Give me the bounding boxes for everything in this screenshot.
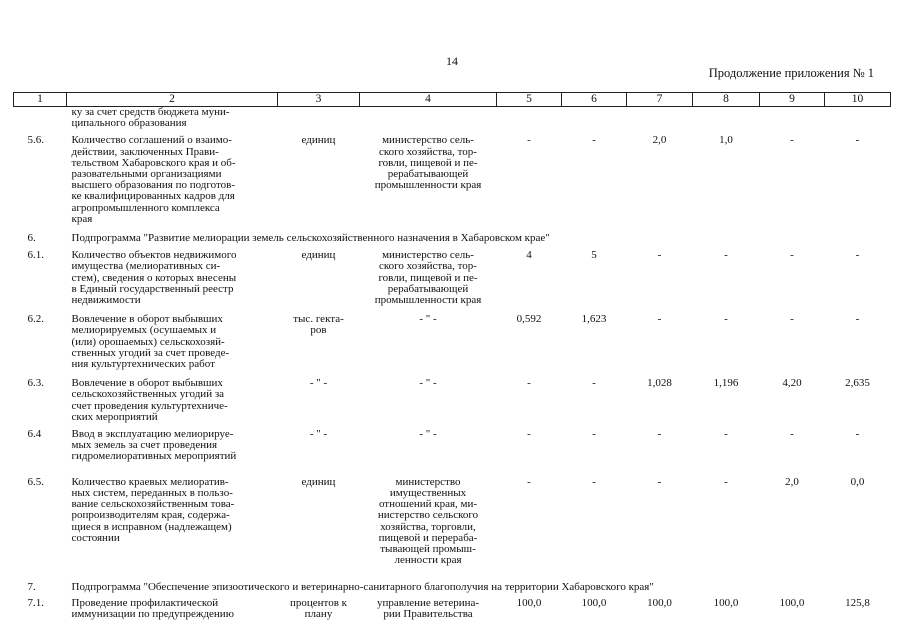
row-number: 6.2. [27,313,44,326]
indicator-name: Количество краевых мелиоратив- ных систем, переданных в пользо- вание сельскохозяйственным това- ропроизводителям края, содержа- щиеся в исправном (надлежащем) состоянии [71,475,235,544]
value-cell [760,107,825,130]
unit-cell: процентов к плану [290,596,347,620]
value-cell [562,107,627,130]
indicator-name: Ввод в эксплуатацию мелиорируе- мых земель за счет проведения гидромелиоративных мероприятий [71,428,237,463]
value-cell: 2,635 [845,377,870,390]
indicator-name: ку за счет средств бюджета муни- ципального образования [71,106,230,130]
value-cell: 100,0 [779,596,805,609]
indicator-row [14,370,891,423]
value-cell: 0,0 [850,475,865,488]
value-cell: 2,0 [652,134,667,147]
indicator-row [14,463,891,567]
row-number [14,107,67,130]
row-number: 6. [27,232,36,245]
value-cell [627,107,693,130]
value-cell: - [527,377,531,390]
subprogram-title: Подпрограмма "Обеспечение эпизоотического и ветеринарно-санитарного благополучия на территории Хабаровского края" [71,581,654,594]
value-cell: - [657,475,662,488]
executor-cell: министерство сель- ского хозяйства, тор- говли, пищевой и пе- рерабатывающей промышленности края [374,249,482,307]
value-cell: - [592,428,596,441]
value-cell: 1,0 [719,134,733,147]
indicator-name: Количество объектов недвижимого имущества (мелиоративных си- стем), сведения о которых внесены в Единый государственный реестр недвижимости [71,249,237,307]
value-cell: - [527,428,531,441]
value-cell: - [790,428,794,441]
value-cell: 100,0 [516,596,542,609]
value-cell: - [527,475,531,488]
value-cell: - [724,428,728,441]
row-number: 6.5. [27,475,44,488]
row-number: 5.6. [27,134,44,147]
column-header: 5 [497,93,562,107]
indicators-table [13,92,891,620]
subprogram-row [14,225,891,244]
value-cell: - [592,134,596,147]
unit-cell: тыс. гекта- ров [293,313,344,337]
value-cell: - [855,313,860,326]
executor-cell: министерство имущественных отношений края, ми- нистерство сельского хозяйства, торговли, пищевой и перераба- тывающей промыш- ленности края [377,475,479,567]
column-header: 3 [278,93,360,107]
value-cell: - [592,475,596,488]
unit-cell: - " - [309,377,328,390]
value-cell: 1,196 [713,377,739,390]
unit-cell: единиц [301,134,336,147]
indicator-row [14,423,891,463]
subprogram-title: Подпрограмма "Развитие мелиорации земель сельскохозяйственного назначения в Хабаровском крае" [71,232,550,245]
value-cell: 4,20 [782,377,802,390]
indicator-name: Количество соглашений о взаимо- действии, заключенных Прави- тельством Хабаровского края и об- разовательными организациями высшего образования по подготов- ке квалифицированных кадров для агропромышленного комплекса края [71,134,236,225]
value-cell: - [657,313,662,326]
column-header: 7 [627,93,693,107]
column-header: 1 [14,93,67,107]
value-cell: - [657,249,662,262]
column-header: 4 [360,93,497,107]
page-number: 14 [446,54,458,68]
indicator-name: Вовлечение в оборот выбывших мелиорируемых (осушаемых и (или) орошаемых) сельскохозяй- ственных угодий за счет проведе- ния культуртехнических работ [71,313,230,371]
unit-cell: единиц [301,249,336,262]
value-cell: 0,592 [516,313,542,326]
executor-cell: - " - [419,428,437,441]
value-cell [825,107,891,130]
value-cell: - [724,475,728,488]
executor-cell: - " - [419,377,437,390]
value-cell: - [592,377,596,390]
value-cell: - [657,428,662,441]
column-header: 2 [67,93,278,107]
value-cell: 100,0 [647,596,672,609]
indicator-name: Проведение профилактической иммунизации по предупреждению [71,596,234,620]
value-cell: - [855,428,860,441]
value-cell: - [790,134,794,147]
indicator-row [14,244,891,306]
subprogram-row [14,566,891,593]
value-cell: - [790,313,794,326]
executor-cell: министерство сель- ского хозяйства, тор- говли, пищевой и пе- рерабатывающей промышленности края [374,134,482,192]
value-cell: 100,0 [581,596,607,609]
value-cell: 1,623 [581,313,607,326]
value-cell [693,107,760,130]
continuation-note: Продолжение приложения № 1 [708,66,874,80]
indicator-row [14,306,891,370]
executor-cell [360,107,497,130]
value-cell: 125,8 [845,596,870,609]
value-cell: 1,028 [647,377,672,390]
value-cell: - [724,249,728,262]
column-header: 6 [562,93,627,107]
value-cell: - [855,134,860,147]
value-cell: 2,0 [785,475,799,488]
row-number: 7. [27,581,36,594]
value-cell: - [724,313,728,326]
row-number: 6.4 [27,428,42,441]
unit-cell: - " - [309,428,328,441]
executor-cell: - " - [419,313,437,326]
value-cell: 4 [526,249,532,262]
value-cell: 5 [591,249,597,262]
unit-cell: единиц [301,475,336,488]
value-cell [497,107,562,130]
indicator-name: Вовлечение в оборот выбывших сельскохозяйственных угодий за счет проведения культуртехниче- ских мероприятий [71,377,228,423]
value-cell: - [855,249,860,262]
indicator-row [14,107,891,130]
value-cell: - [527,134,531,147]
value-cell: - [790,249,794,262]
unit-cell [278,107,360,130]
row-number: 6.3. [27,377,44,390]
indicator-row [14,594,891,620]
row-number: 7.1. [27,596,44,609]
column-header: 8 [693,93,760,107]
executor-cell: управление ветерина- рии Правительства [376,596,480,620]
row-number: 6.1. [27,249,44,262]
value-cell: 100,0 [713,596,739,609]
column-header: 9 [760,93,825,107]
indicator-row [14,129,891,225]
header-row [14,93,891,107]
column-header: 10 [825,93,891,107]
